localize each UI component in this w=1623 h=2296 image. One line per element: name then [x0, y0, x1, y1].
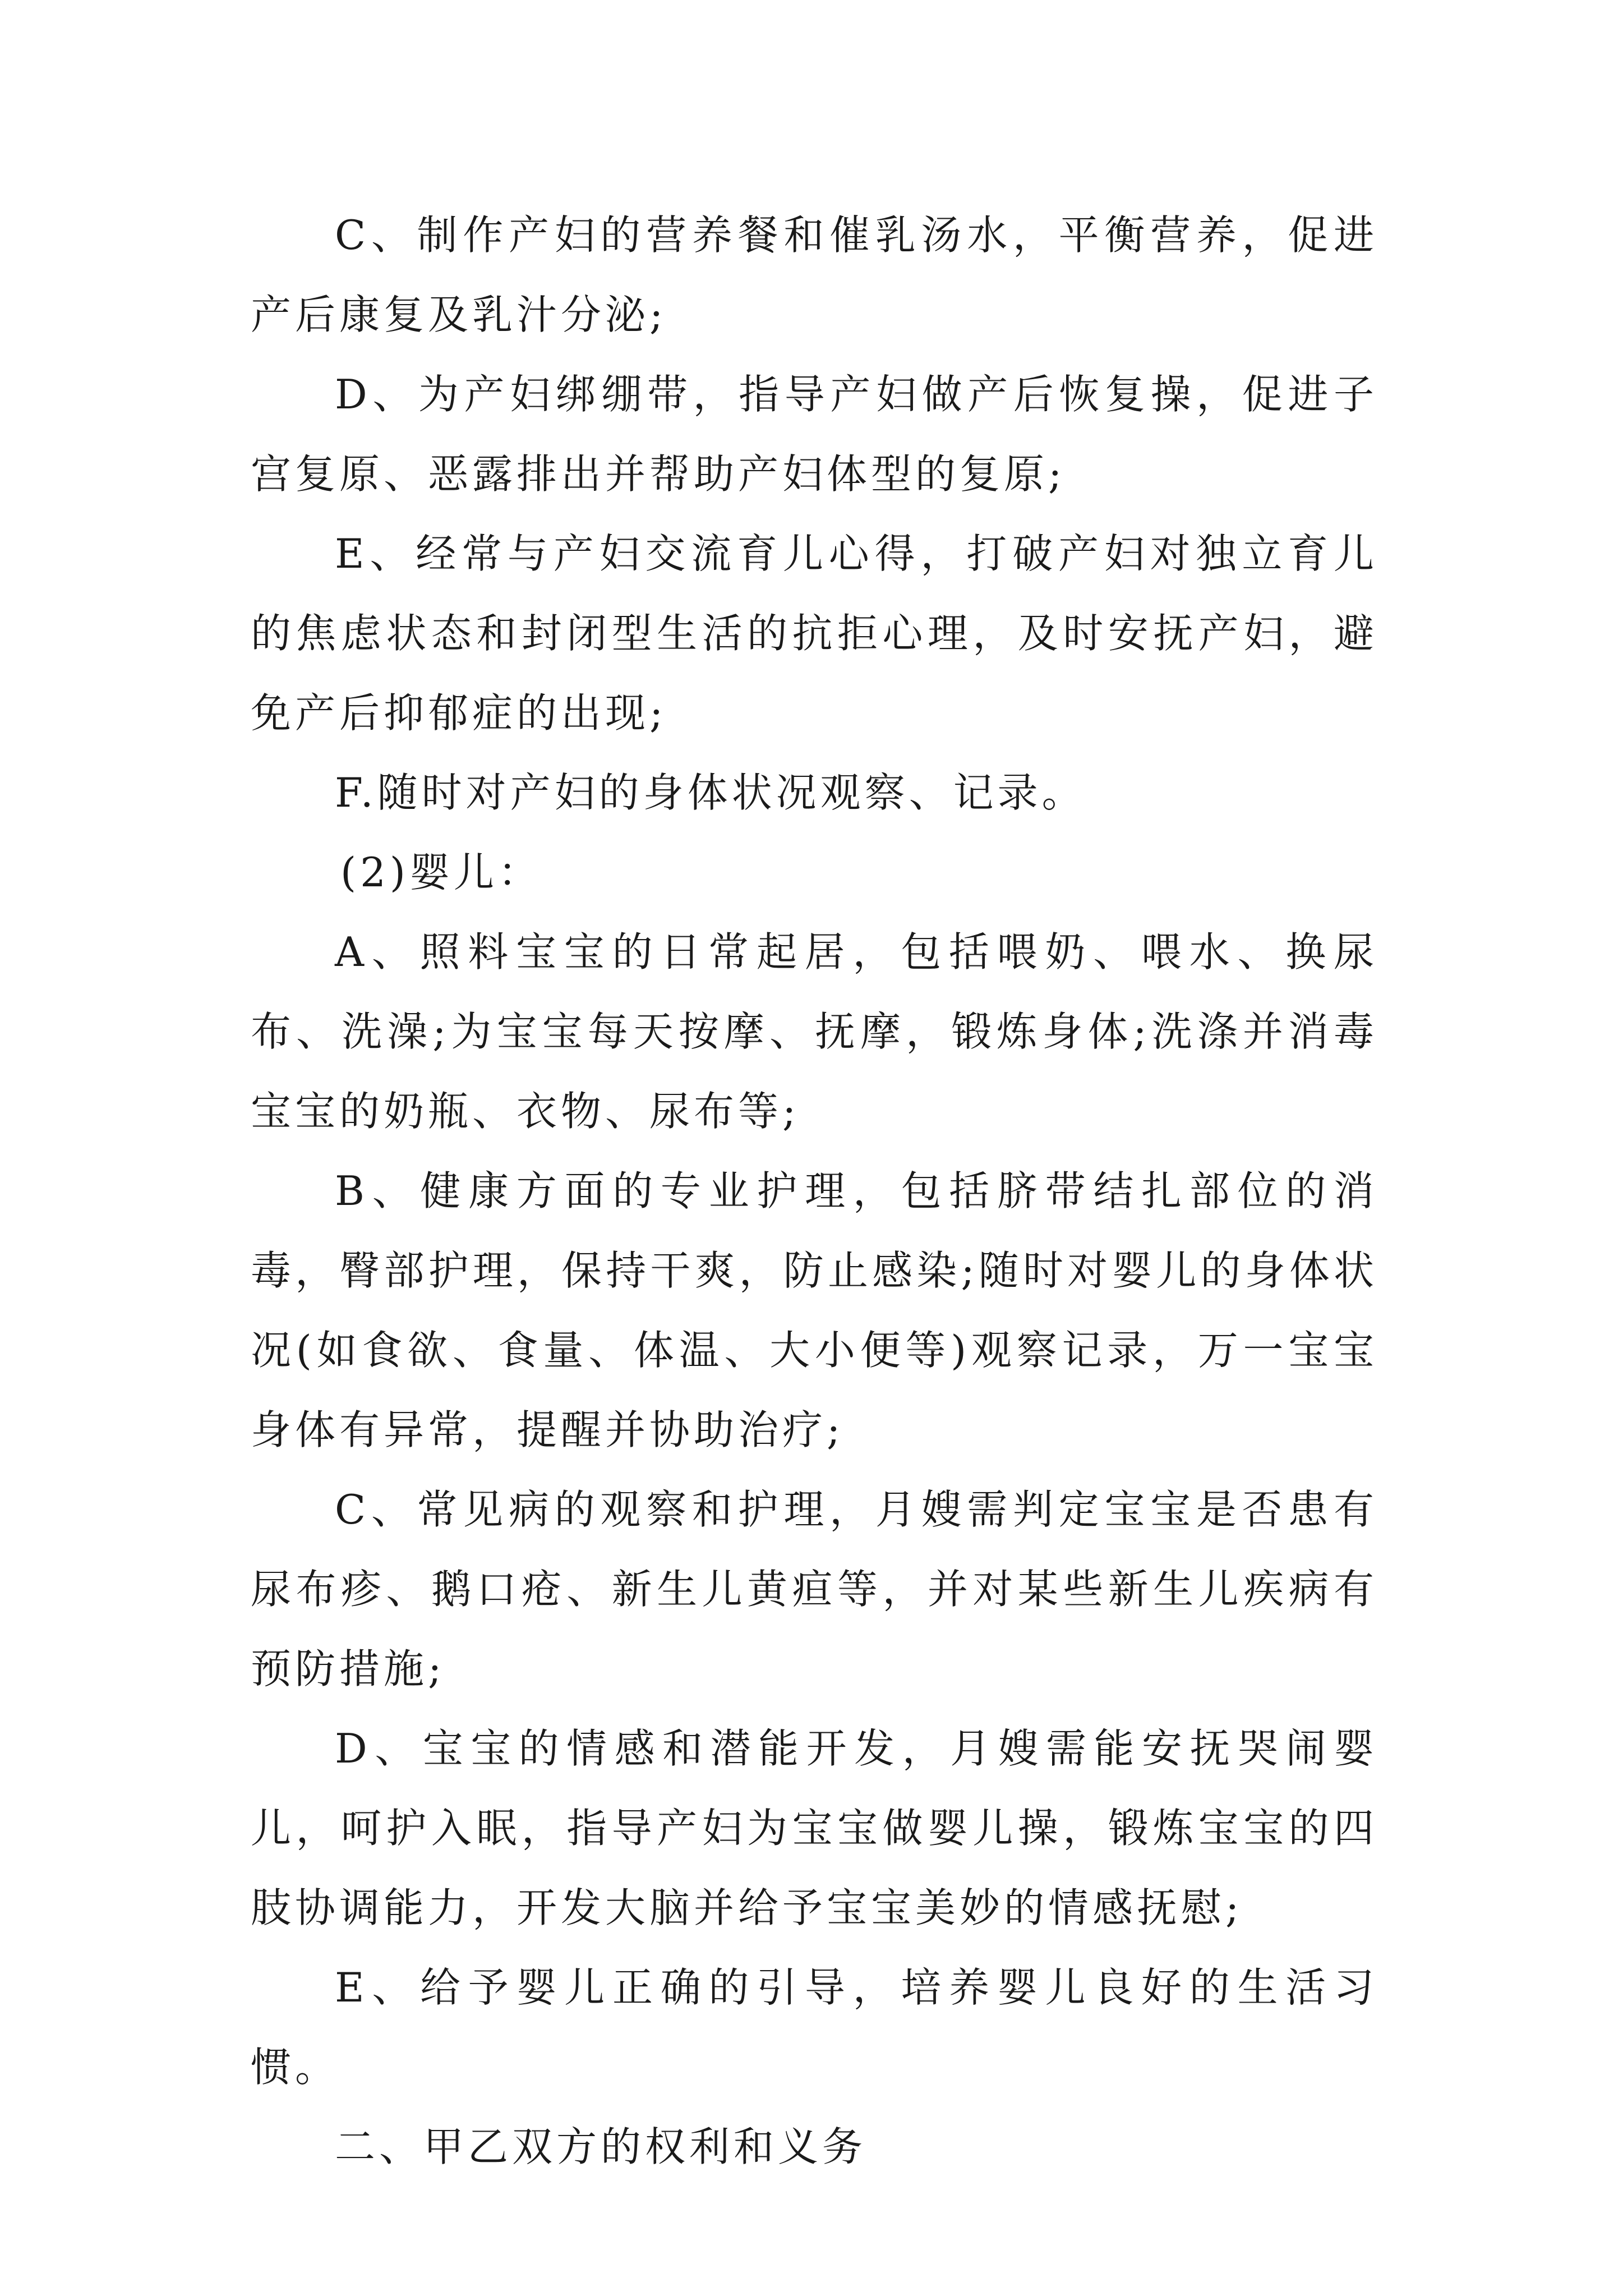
- paragraph-mother-e-emotional-support: E、经常与产妇交流育儿心得，打破产妇对独立育儿的焦虑状态和封闭型生活的抗拒心理，及时安抚产妇，避免产后抑郁症的出现;: [251, 530, 1378, 737]
- paragraph-infant-a-daily-care: A、照料宝宝的日常起居，包括喂奶、喂水、换尿布、洗澡;为宝宝每天按摩、抚摩，锻炼身体;洗涤并消毒宝宝的奶瓶、衣物、尿布等;: [251, 928, 1378, 1135]
- section-heading-rights-obligations: 二、甲乙双方的权利和义务: [335, 2123, 867, 2170]
- paragraph-infant-e-habits: E、给予婴儿正确的引导，培养婴儿良好的生活习惯。: [251, 1964, 1378, 2091]
- paragraph-infant-b-health-care: B、健康方面的专业护理，包括脐带结扎部位的消毒，臀部护理，保持干爽，防止感染;随时对婴儿的身体状况(如食欲、食量、体温、大小便等)观察记录，万一宝宝身体有异常，提醒并协助治疗;: [251, 1167, 1378, 1453]
- document-body: [251, 195, 1378, 2187]
- paragraph-infant-c-common-illness: C、常见病的观察和护理，月嫂需判定宝宝是否患有尿布疹、鹅口疮、新生儿黄疸等，并对某些新生儿疾病有预防措施;: [251, 1486, 1378, 1692]
- paragraph-mother-f-observation: F.随时对产妇的身体状况观察、记录。: [335, 769, 1086, 816]
- paragraph-mother-c-nutrition: C、制作产妇的营养餐和催乳汤水，平衡营养，促进产后康复及乳汁分泌;: [251, 211, 1378, 338]
- paragraph-infant-d-development: D、宝宝的情感和潜能开发，月嫂需能安抚哭闹婴儿，呵护入眠，指导产妇为宝宝做婴儿操，锻炼宝宝的四肢协调能力，开发大脑并给予宝宝美妙的情感抚慰;: [251, 1725, 1378, 1931]
- section-label-infant: (2)婴儿：: [340, 849, 542, 896]
- paragraph-mother-d-recovery: D、为产妇绑绷带，指导产妇做产后恢复操，促进子宫复原、恶露排出并帮助产妇体型的复原;: [251, 371, 1378, 498]
